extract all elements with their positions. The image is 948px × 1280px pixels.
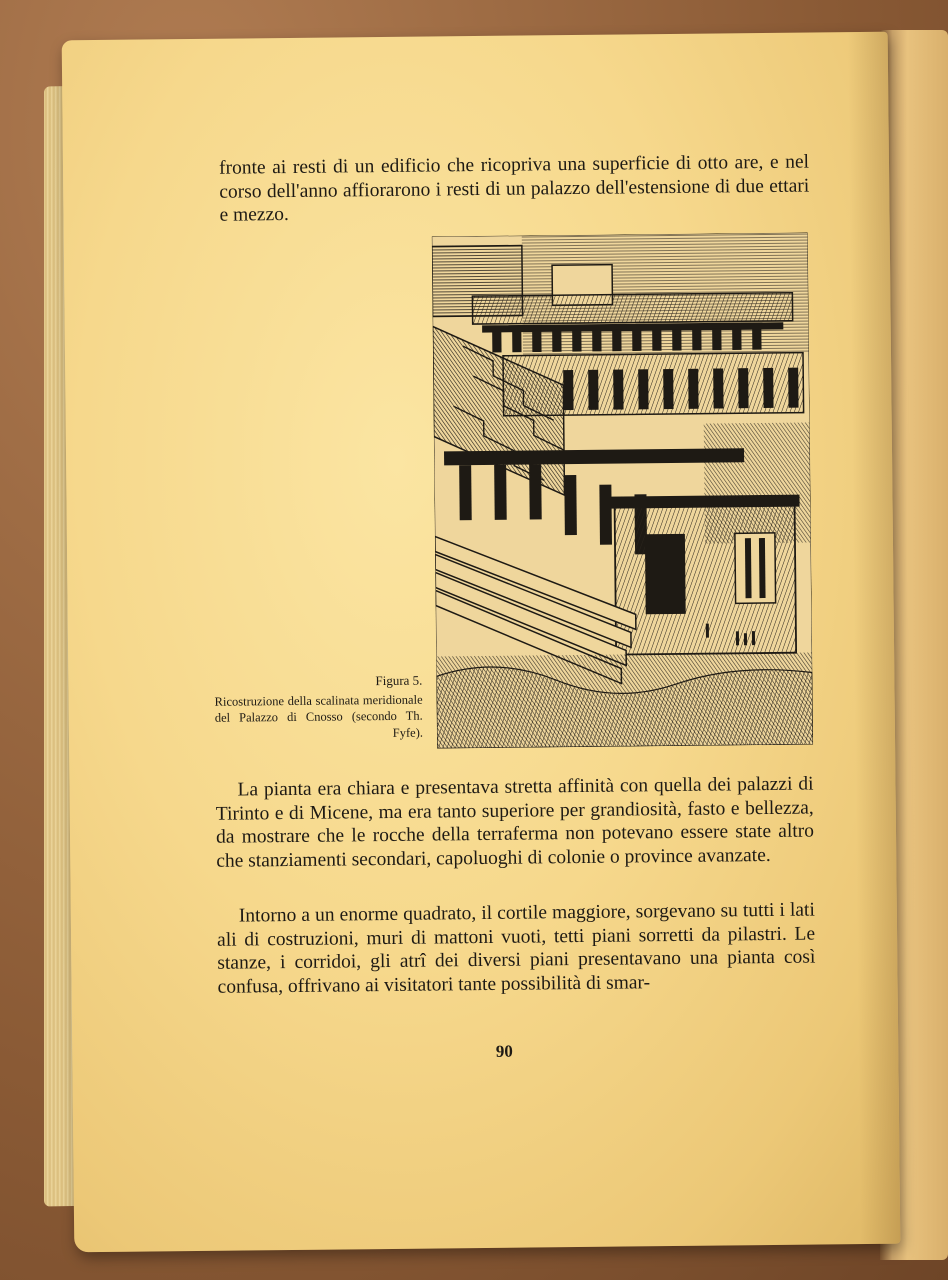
figure-label: Figura 5. <box>375 672 423 689</box>
figure-illustration <box>432 233 813 749</box>
figure-caption <box>214 673 423 743</box>
paragraph-3: Intorno a un enorme quadrato, il cortile maggiore, sorgevano su tutti i lati ali di costruzioni, muri di mattoni vuoti, tetti piani sorretti da pilastri. Le stanze, i corridoi, gli atrî dei diversi piani presentavano una pianta così confusa, offrivano ai visitatori tante possibilità di smar- <box>216 899 816 998</box>
figure-caption-text: Ricostruzione della scalinata meridionale del Palazzo di Cnosso (secondo Th. Fyfe). <box>214 692 424 740</box>
book-page <box>62 32 901 1253</box>
paragraph-top: fronte ai resti di un edificio che ricopriva una superficie di otto are, e nel corso dell'anno affiorarono i resti di un palazzo dell'estensione di due ettari e mezzo. <box>218 151 810 226</box>
paragraph-2: La pianta era chiara e presentava stretta affinità con quella dei palazzi di Tirinto e di Micene, ma era tanto superiore per grandiosità, fasto e bellezza, da mostrare che le rocche della terraferma non potevano essere state altro che stanziamenti secondari, capoluoghi di colonie o province avanzate. <box>215 773 815 872</box>
page-number: 90 <box>495 1041 513 1061</box>
palace-engraving <box>432 233 813 749</box>
